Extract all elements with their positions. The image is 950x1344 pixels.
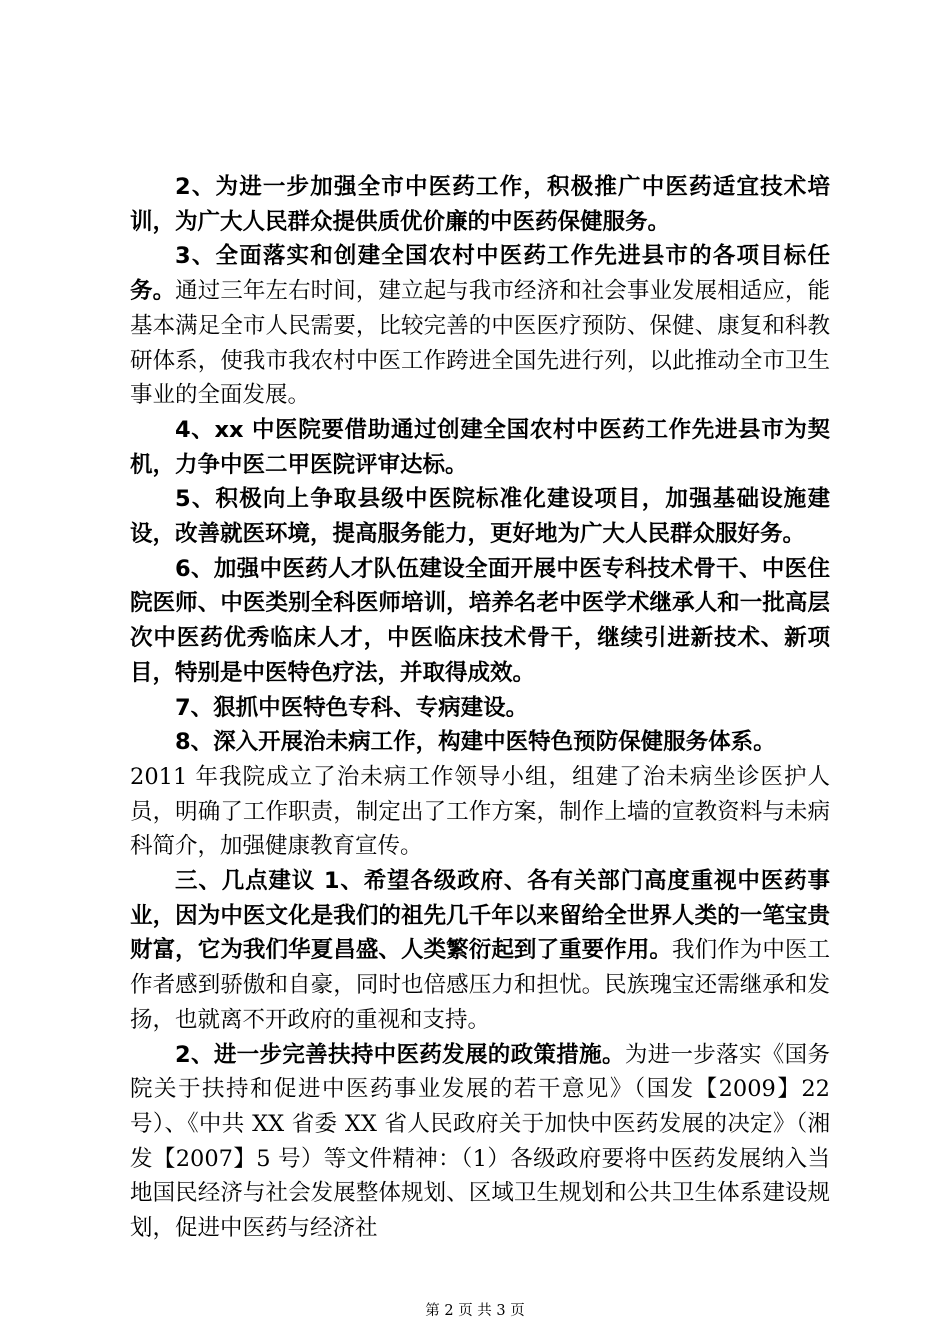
paragraph-bold: 2、为进一步加强全市中医药工作，积极推广中医药适宜技术培训，为广大人民群众提供质优价廉的中医药保健服务。 (130, 174, 830, 235)
paragraph-bold: 8、深入开展治未病工作，构建中医特色预防保健服务体系。 (175, 729, 776, 756)
paragraph-text: 2011 年我院成立了治未病工作领导小组，组建了治未病坐诊医护人员，明确了工作职责，制定出了工作方案，制作上墙的宣教资料与未病科简介，加强健康教育宣传。 (130, 763, 830, 860)
document-body (130, 170, 830, 1246)
paragraph-5 (130, 552, 830, 691)
paragraph-bold: 7、狠抓中医特色专科、专病建设。 (175, 694, 529, 721)
paragraph-bold: 5、积极向上争取县级中医院标准化建设项目，加强基础设施建设，改善就医环境，提高服务能力，更好地为广大人民群众服好务。 (130, 486, 830, 548)
paragraph-7 (130, 725, 830, 760)
paragraph-text: 为进一步落实《国务院关于扶持和促进中医药事业发展的若干意见》（国发【2009】22 号）、《中共 XX 省委 XX 省人民政府关于加快中医药发展的决定》（湘发【2007】5 号）等文件精神：（1）各级政府要将中医药发展纳入当地国民经济与社会发展整体规划、区域卫生规划和公共卫生体系建设规划，促进中医药与经济社 (130, 1041, 830, 1242)
paragraph-6 (130, 691, 830, 726)
paragraph-10 (130, 1038, 830, 1246)
paragraph-bold: 6、加强中医药人才队伍建设全面开展中医专科技术骨干、中医住院医师、中医类别全科医师培训，培养名老中医学术继承人和一批高层次中医药优秀临床人才，中医临床技术骨干，继续引进新技术、新项目，特别是中医特色疗法，并取得成效。 (130, 555, 830, 686)
paragraph-text: 通过三年左右时间，建立起与我市经济和社会事业发展相适应，能基本满足全市人民需要，比较完善的中医医疗预防、保健、康复和科教研体系，使我市我农村中医工作跨进全国先进行列，以此推动全市卫生事业的全面发展。 (130, 278, 830, 409)
paragraph-text: 我们作为中医工作者感到骄傲和自豪，同时也倍感压力和担忧。民族瑰宝还需继承和发扬，也就离不开政府的重视和支持。 (130, 937, 830, 1033)
paragraph-4 (130, 482, 830, 551)
paragraph-bold: 3、全面落实和创建全国农村中医药工作先进县市的各项目标任务。 (130, 243, 830, 305)
paragraph-bold: 4、xx 中医院要借助通过创建全国农村中医药工作先进县市为契机，力争中医二甲医院评审达标。 (130, 416, 830, 478)
paragraph-3 (130, 413, 830, 482)
paragraph-8 (130, 760, 830, 864)
paragraph-bold: 2、进一步完善扶持中医药发展的政策措施。 (175, 1041, 625, 1068)
page-footer: 第 2 页 共 3 页 (425, 1303, 525, 1319)
paragraph-2 (130, 239, 830, 413)
paragraph-1 (130, 170, 830, 239)
paragraph-bold: 三、几点建议 1、希望各级政府、各有关部门高度重视中医药事业，因为中医文化是我们的祖先几千年以来留给全世界人类的一笔宝贵财富，它为我们华夏昌盛、人类繁衍起到了重要作用。 (130, 868, 830, 964)
paragraph-9 (130, 864, 830, 1038)
